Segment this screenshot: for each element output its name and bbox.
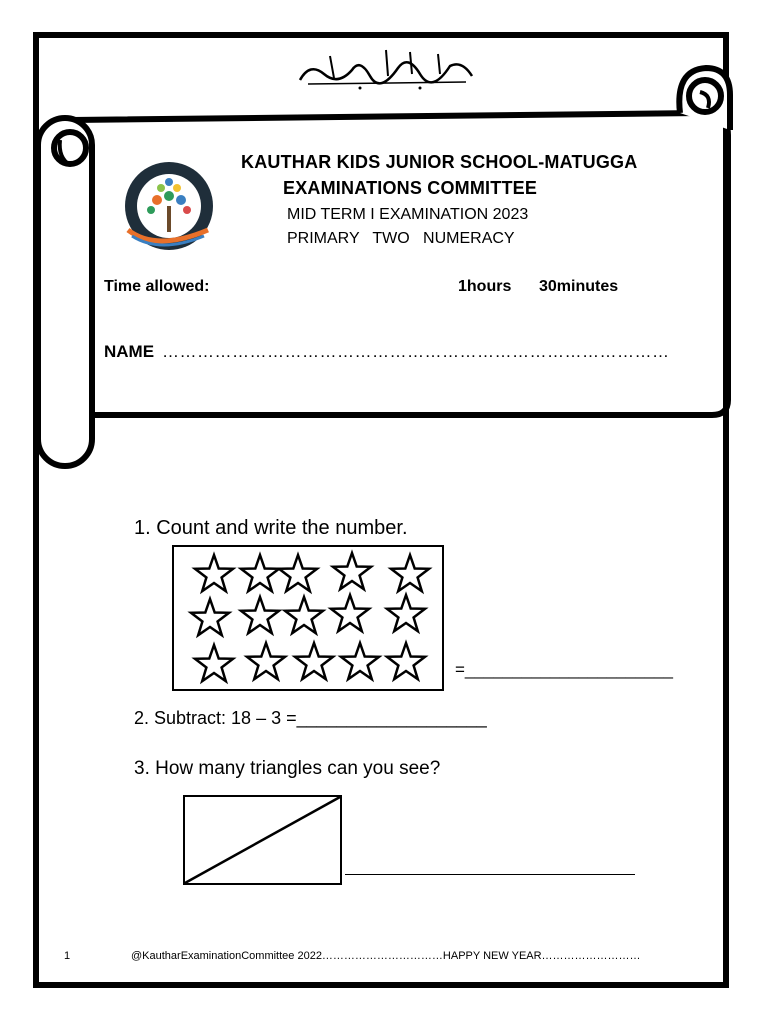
time-hours: 1hours [458, 278, 512, 295]
stars-box [172, 545, 444, 691]
star-icon [241, 555, 279, 591]
star-icon [247, 643, 285, 679]
school-logo [116, 160, 222, 254]
star-icon [279, 555, 317, 591]
star-icon [331, 595, 369, 631]
question-1: 1. Count and write the number. [134, 517, 408, 539]
question-3-answer-line[interactable] [345, 873, 635, 875]
question-1-answer-line[interactable]: =______________________ [455, 660, 673, 679]
bismillah-calligraphy [290, 44, 480, 96]
star-icon [191, 599, 229, 635]
exam-title: MID TERM I EXAMINATION 2023 [287, 206, 529, 223]
star-icon [333, 553, 371, 589]
time-allowed-label: Time allowed: [104, 278, 210, 295]
star-icon [195, 645, 233, 681]
triangles-figure [183, 795, 343, 885]
stars-group [174, 547, 442, 689]
star-icon [341, 643, 379, 679]
star-icon [391, 555, 429, 591]
question-3: 3. How many triangles can you see? [134, 758, 441, 779]
star-icon [295, 643, 333, 679]
committee-name: EXAMINATIONS COMMITTEE [283, 178, 538, 198]
star-icon [195, 555, 233, 591]
star-icon [285, 597, 323, 633]
time-minutes: 30minutes [539, 278, 619, 295]
school-name: KAUTHAR KIDS JUNIOR SCHOOL-MATUGGA [241, 152, 638, 172]
page-number: 1 [64, 950, 71, 962]
star-icon [241, 597, 279, 633]
subject-title: PRIMARY TWO NUMERACY [287, 230, 515, 247]
question-2: 2. Subtract: 18 – 3 =___________________ [134, 708, 487, 728]
name-field[interactable]: …………………………………………………………………………… [162, 342, 670, 361]
name-label: NAME [104, 342, 155, 361]
star-icon [387, 595, 425, 631]
star-icon [387, 643, 425, 679]
footer-text: @KautharExaminationCommittee 2022……………………………HAPPY NEW YEAR……………………… [131, 950, 641, 962]
